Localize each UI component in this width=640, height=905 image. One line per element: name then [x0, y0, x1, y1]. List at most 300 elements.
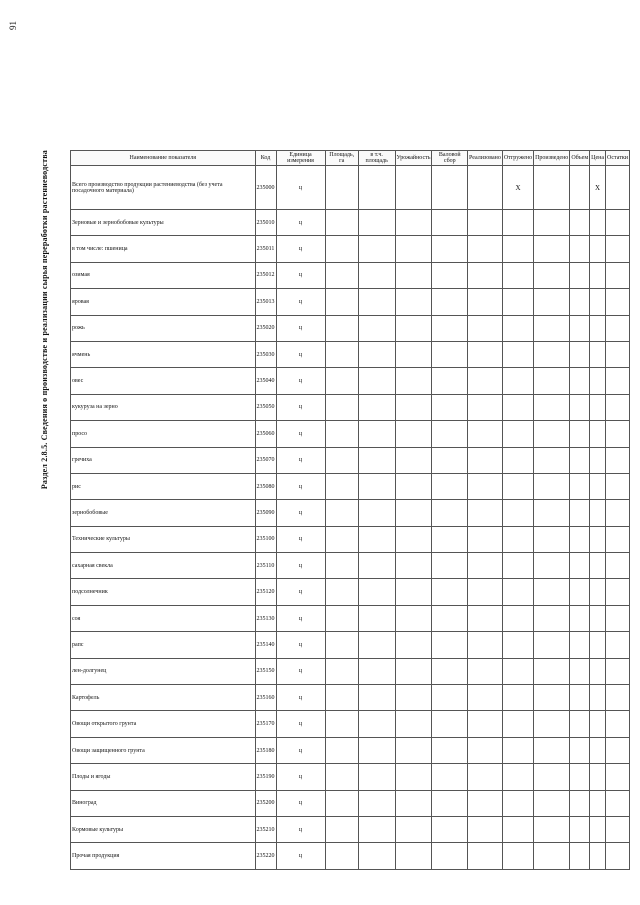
table-cell — [606, 632, 630, 658]
table-cell: ц — [276, 210, 325, 236]
table-cell — [502, 394, 533, 420]
table-cell — [325, 553, 358, 579]
table-cell — [570, 526, 590, 552]
table-cell — [432, 843, 468, 870]
table-cell: 235013 — [255, 289, 276, 315]
table-cell: ц — [276, 632, 325, 658]
table-cell — [395, 790, 432, 816]
row-label: Картофель — [71, 685, 256, 711]
table-cell: 235000 — [255, 166, 276, 210]
table-cell: 235220 — [255, 843, 276, 870]
table-cell — [395, 737, 432, 763]
table-cell — [395, 500, 432, 526]
table-cell — [570, 658, 590, 684]
table-cell — [606, 166, 630, 210]
table-cell — [590, 368, 606, 394]
table-cell — [325, 368, 358, 394]
table-cell — [570, 737, 590, 763]
table-cell: 235130 — [255, 605, 276, 631]
table-cell — [358, 262, 395, 288]
column-header: Объем — [570, 151, 590, 166]
table-cell — [534, 632, 570, 658]
table-cell — [325, 473, 358, 499]
table-cell — [590, 764, 606, 790]
table-cell — [590, 421, 606, 447]
table-row — [71, 843, 630, 870]
table-cell — [432, 790, 468, 816]
table-cell — [606, 341, 630, 367]
table-cell — [570, 447, 590, 473]
table-cell: 235160 — [255, 685, 276, 711]
table-cell: ц — [276, 500, 325, 526]
table-cell: ц — [276, 341, 325, 367]
column-header: Урожайность — [395, 151, 432, 166]
table-cell — [502, 526, 533, 552]
table-cell — [606, 658, 630, 684]
table-cell: 235050 — [255, 394, 276, 420]
table-cell — [606, 368, 630, 394]
table-cell — [432, 605, 468, 631]
table-cell — [534, 394, 570, 420]
table-cell — [467, 711, 502, 737]
table-cell: X — [502, 166, 533, 210]
row-label: яровая — [71, 289, 256, 315]
column-header: Остатки — [606, 151, 630, 166]
table-cell: ц — [276, 579, 325, 605]
table-cell — [358, 473, 395, 499]
table-cell: 235030 — [255, 341, 276, 367]
table-cell: ц — [276, 368, 325, 394]
column-header: Реализовано — [467, 151, 502, 166]
table-cell — [325, 685, 358, 711]
table-cell: ц — [276, 605, 325, 631]
table-cell: 235170 — [255, 711, 276, 737]
table-cell — [325, 210, 358, 236]
table-cell — [570, 236, 590, 262]
table-cell — [395, 658, 432, 684]
table-cell — [570, 711, 590, 737]
table-cell — [358, 289, 395, 315]
table-row — [71, 790, 630, 816]
table-cell — [590, 711, 606, 737]
table-cell — [606, 843, 630, 870]
table-cell — [432, 368, 468, 394]
table-cell — [395, 843, 432, 870]
table-row — [71, 315, 630, 341]
table-cell — [590, 605, 606, 631]
table-row — [71, 816, 630, 842]
table-cell — [432, 262, 468, 288]
table-cell: 235011 — [255, 236, 276, 262]
row-label: гречиха — [71, 447, 256, 473]
table-cell — [325, 500, 358, 526]
table-cell — [502, 210, 533, 236]
table-cell — [467, 526, 502, 552]
column-header: Валовой сбор — [432, 151, 468, 166]
table-row — [71, 394, 630, 420]
table-cell — [358, 711, 395, 737]
table-cell — [606, 394, 630, 420]
column-header: Цена — [590, 151, 606, 166]
table-cell — [570, 210, 590, 236]
table-cell — [358, 579, 395, 605]
table-cell — [590, 210, 606, 236]
table-cell — [502, 341, 533, 367]
table-row — [71, 579, 630, 605]
table-cell — [395, 685, 432, 711]
table-cell — [358, 166, 395, 210]
table-cell — [358, 685, 395, 711]
table-cell — [502, 658, 533, 684]
row-label: зернобобовые — [71, 500, 256, 526]
table-cell — [432, 711, 468, 737]
table-cell — [590, 816, 606, 842]
table-cell — [570, 262, 590, 288]
table-row — [71, 341, 630, 367]
table-cell — [502, 685, 533, 711]
table-cell — [502, 632, 533, 658]
row-label: просо — [71, 421, 256, 447]
row-label: Овощи открытого грунта — [71, 711, 256, 737]
row-label: в том числе: пшеница — [71, 236, 256, 262]
table-row — [71, 421, 630, 447]
table-cell — [325, 843, 358, 870]
table-cell — [358, 368, 395, 394]
table-cell — [325, 289, 358, 315]
table-cell — [502, 843, 533, 870]
table-cell: 235080 — [255, 473, 276, 499]
table-row — [71, 526, 630, 552]
table-row — [71, 368, 630, 394]
table-cell: ц — [276, 394, 325, 420]
table-cell — [358, 394, 395, 420]
table-cell — [467, 816, 502, 842]
table-cell: ц — [276, 790, 325, 816]
table-cell — [325, 315, 358, 341]
table-cell: ц — [276, 737, 325, 763]
column-header: Отгружено — [502, 151, 533, 166]
table-cell — [590, 579, 606, 605]
table-row — [71, 737, 630, 763]
table-cell — [467, 843, 502, 870]
table-cell — [432, 421, 468, 447]
table-cell — [467, 236, 502, 262]
table-cell — [325, 262, 358, 288]
table-cell — [606, 790, 630, 816]
table-cell — [606, 737, 630, 763]
table-cell — [502, 236, 533, 262]
table-cell: ц — [276, 236, 325, 262]
table-row — [71, 711, 630, 737]
table-cell — [590, 341, 606, 367]
table-cell — [432, 394, 468, 420]
table-row — [71, 262, 630, 288]
table-cell — [502, 711, 533, 737]
column-header: Наименование показателя — [71, 151, 256, 166]
row-label: овес — [71, 368, 256, 394]
table-cell — [432, 236, 468, 262]
table-cell: 235210 — [255, 816, 276, 842]
data-table — [70, 150, 630, 870]
table-cell — [467, 394, 502, 420]
row-label: подсолнечник — [71, 579, 256, 605]
table-cell — [358, 210, 395, 236]
table-cell — [570, 315, 590, 341]
table-cell — [432, 315, 468, 341]
table-cell — [590, 685, 606, 711]
table-cell: 235012 — [255, 262, 276, 288]
table-cell — [534, 262, 570, 288]
table-cell — [570, 816, 590, 842]
table-cell — [467, 473, 502, 499]
table-cell: 235010 — [255, 210, 276, 236]
table-cell — [325, 737, 358, 763]
table-cell — [570, 341, 590, 367]
table-cell — [534, 737, 570, 763]
table-cell — [606, 210, 630, 236]
table-cell — [606, 262, 630, 288]
table-cell — [606, 447, 630, 473]
table-cell: 235150 — [255, 658, 276, 684]
table-cell — [570, 685, 590, 711]
table-row — [71, 553, 630, 579]
table-cell — [502, 553, 533, 579]
table-cell — [432, 764, 468, 790]
table-cell — [570, 632, 590, 658]
table-cell: 235110 — [255, 553, 276, 579]
table-cell — [467, 421, 502, 447]
row-label: лен-долгунец — [71, 658, 256, 684]
row-label: Кормовые культуры — [71, 816, 256, 842]
table-cell — [590, 632, 606, 658]
table-cell — [606, 685, 630, 711]
table-cell: 235140 — [255, 632, 276, 658]
table-cell — [395, 579, 432, 605]
table-cell — [502, 447, 533, 473]
table-cell — [325, 816, 358, 842]
row-label: кукуруза на зерно — [71, 394, 256, 420]
table-cell — [325, 526, 358, 552]
table-cell — [467, 790, 502, 816]
table-cell — [432, 473, 468, 499]
row-label: рапс — [71, 632, 256, 658]
table-cell — [395, 421, 432, 447]
table-cell — [395, 526, 432, 552]
table-cell — [358, 605, 395, 631]
table-cell — [467, 315, 502, 341]
table-cell — [502, 473, 533, 499]
table-cell: ц — [276, 764, 325, 790]
table-row — [71, 605, 630, 631]
table-cell — [534, 843, 570, 870]
table-cell — [570, 421, 590, 447]
table-row — [71, 658, 630, 684]
table-cell — [467, 632, 502, 658]
table-cell: ц — [276, 711, 325, 737]
table-cell — [467, 166, 502, 210]
table-cell — [432, 500, 468, 526]
table-cell — [534, 605, 570, 631]
table-cell — [432, 341, 468, 367]
table-cell — [606, 473, 630, 499]
row-label: соя — [71, 605, 256, 631]
table-cell — [502, 605, 533, 631]
table-cell — [395, 394, 432, 420]
table-row — [71, 685, 630, 711]
table-cell — [432, 816, 468, 842]
page-number: 91 — [8, 21, 18, 30]
table-cell — [325, 236, 358, 262]
table-cell — [534, 341, 570, 367]
table-cell: 235070 — [255, 447, 276, 473]
table-cell — [358, 843, 395, 870]
table-row — [71, 210, 630, 236]
row-label: ячмень — [71, 341, 256, 367]
table-cell: ц — [276, 315, 325, 341]
table-cell — [590, 526, 606, 552]
table-cell — [325, 166, 358, 210]
table-cell — [467, 605, 502, 631]
table-cell — [590, 473, 606, 499]
table-cell — [325, 421, 358, 447]
table-cell — [467, 737, 502, 763]
table-cell — [606, 579, 630, 605]
table-cell — [534, 816, 570, 842]
table-cell: 235040 — [255, 368, 276, 394]
table-cell — [395, 473, 432, 499]
table-cell — [570, 289, 590, 315]
table-row — [71, 166, 630, 210]
table-cell — [534, 368, 570, 394]
table-cell — [432, 632, 468, 658]
table-cell: ц — [276, 553, 325, 579]
table-cell — [534, 421, 570, 447]
table-cell — [467, 341, 502, 367]
table-cell — [590, 500, 606, 526]
table-cell — [395, 632, 432, 658]
column-header: Единица измерения — [276, 151, 325, 166]
table-cell — [467, 447, 502, 473]
row-label: Прочая продукция — [71, 843, 256, 870]
table-cell — [606, 605, 630, 631]
table-cell — [534, 790, 570, 816]
table-cell — [534, 764, 570, 790]
table-cell — [590, 315, 606, 341]
table-cell — [590, 553, 606, 579]
table-cell — [432, 737, 468, 763]
table-cell — [358, 553, 395, 579]
table-cell — [502, 289, 533, 315]
table-cell — [395, 262, 432, 288]
table-cell — [534, 500, 570, 526]
table-cell — [534, 166, 570, 210]
table-row — [71, 764, 630, 790]
table-cell — [432, 166, 468, 210]
row-label: Всего производство продукции растениеводства (без учета посадочного материала) — [71, 166, 256, 210]
table-cell — [432, 685, 468, 711]
table-cell — [432, 579, 468, 605]
table-cell — [590, 236, 606, 262]
table-row — [71, 236, 630, 262]
table-cell — [432, 210, 468, 236]
table-cell — [502, 790, 533, 816]
table-cell — [395, 236, 432, 262]
table-cell: ц — [276, 685, 325, 711]
table-title: Раздел 2.8.5. Сведения о производстве и реализации сырья переработки растениеводства — [40, 150, 49, 490]
table-cell — [325, 711, 358, 737]
table-cell — [358, 500, 395, 526]
table-cell — [358, 790, 395, 816]
row-label: Технические культуры — [71, 526, 256, 552]
table-cell — [570, 579, 590, 605]
table-cell — [570, 790, 590, 816]
table-cell — [395, 166, 432, 210]
table-cell — [534, 447, 570, 473]
table-cell — [395, 447, 432, 473]
table-cell: ц — [276, 816, 325, 842]
table-cell — [534, 473, 570, 499]
table-cell — [432, 526, 468, 552]
table-row — [71, 447, 630, 473]
table-cell — [590, 658, 606, 684]
table-cell — [395, 711, 432, 737]
table-cell — [467, 289, 502, 315]
table-cell — [325, 658, 358, 684]
table-cell — [590, 289, 606, 315]
table-header-row — [71, 151, 630, 166]
table-cell — [502, 737, 533, 763]
table-cell — [467, 210, 502, 236]
table-cell: ц — [276, 289, 325, 315]
table-cell — [432, 447, 468, 473]
table-cell — [502, 421, 533, 447]
table-cell — [570, 166, 590, 210]
table-cell — [467, 368, 502, 394]
table-cell: X — [590, 166, 606, 210]
table-cell — [325, 764, 358, 790]
table-cell — [502, 764, 533, 790]
row-label: озимая — [71, 262, 256, 288]
table-cell — [570, 605, 590, 631]
table-cell — [590, 447, 606, 473]
table-cell — [570, 764, 590, 790]
table-cell — [606, 764, 630, 790]
table-row — [71, 473, 630, 499]
table-cell: ц — [276, 421, 325, 447]
table-cell — [325, 341, 358, 367]
table-cell — [358, 526, 395, 552]
table-cell: ц — [276, 843, 325, 870]
row-label: сахарная свекла — [71, 553, 256, 579]
table-cell — [358, 447, 395, 473]
table-cell: ц — [276, 526, 325, 552]
table-cell — [534, 236, 570, 262]
table-cell — [534, 526, 570, 552]
table-cell — [358, 236, 395, 262]
table-cell — [502, 368, 533, 394]
table-cell — [502, 500, 533, 526]
table-cell — [325, 394, 358, 420]
table-cell — [395, 289, 432, 315]
table-cell — [606, 315, 630, 341]
table-cell — [395, 764, 432, 790]
table-cell — [395, 210, 432, 236]
table-cell — [358, 816, 395, 842]
table-cell — [570, 473, 590, 499]
table-cell — [325, 579, 358, 605]
table-cell: ц — [276, 262, 325, 288]
table-cell — [395, 368, 432, 394]
